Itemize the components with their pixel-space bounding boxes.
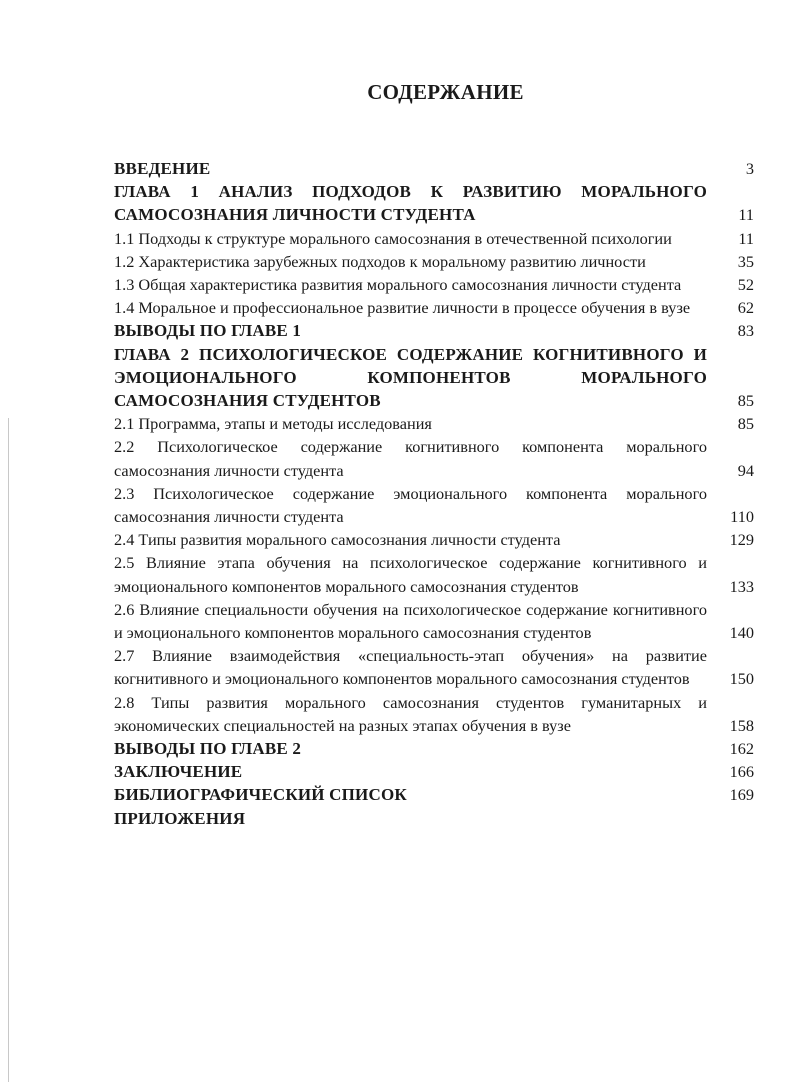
toc-entry-text: 1.1 Подходы к структуре морального самосознания в отечественной психологии [114, 228, 672, 248]
toc-entry-text: 1.4 Моральное и профессиональное развитие личности в процессе обучения в вузе [114, 298, 691, 318]
toc-entry-page: 166 [729, 762, 754, 782]
page-title: СОДЕРЖАНИЕ [367, 80, 524, 104]
toc-entry-text: 2.8 Типы развития морального самосознания студентов гуманитарных и экономических специальностей на разных этапах обучения в вузе [114, 692, 707, 735]
toc-entry-bibliography [114, 783, 754, 806]
toc-entry-conclusion [114, 760, 754, 783]
toc-entry-2-8 [114, 691, 754, 737]
toc-entry-text: 1.2 Характеристика зарубежных подходов к моральному развитию личности [114, 251, 646, 271]
toc-entry-text: ВЫВОДЫ ПО ГЛАВЕ 2 [114, 739, 302, 759]
toc-entry-text: ВЫВОДЫ ПО ГЛАВЕ 1 [114, 321, 302, 341]
toc-entry-page: 169 [729, 785, 754, 805]
toc-entry-2-4 [114, 528, 754, 551]
table-of-contents [114, 157, 754, 830]
toc-entry-chapter-2 [114, 343, 754, 413]
toc-entry-page: 140 [729, 623, 754, 643]
toc-entry-text: 2.4 Типы развития морального самосознания личности студента [114, 530, 561, 550]
toc-entry-page: 11 [738, 228, 754, 248]
toc-entry-page: 3 [745, 159, 754, 178]
toc-entry-text: 2.7 Влияние взаимодействия «специальность-этап обучения» на развитие когнитивного и эмоционального компонентов морального самосознания студентов [114, 646, 707, 689]
toc-entry-text: 2.3 Психологическое содержание эмоционального компонента морального самосознания личности студента [114, 483, 707, 527]
toc-entry-page: 110 [730, 507, 754, 527]
toc-entry-text: 1.3 Общая характеристика развития морального самосознания личности студента [114, 275, 682, 295]
toc-entry-2-1 [114, 412, 754, 435]
toc-entry-page: 133 [729, 576, 754, 596]
toc-entry-page: 162 [729, 739, 754, 759]
toc-entry-text: 2.1 Программа, этапы и методы исследования [114, 414, 432, 434]
toc-entry-1-1 [114, 227, 754, 250]
toc-entry-intro [114, 157, 754, 180]
toc-entry-page: 85 [737, 391, 754, 411]
toc-entry-chapter-1 [114, 180, 754, 226]
toc-entry-text: ЗАКЛЮЧЕНИЕ [114, 762, 243, 782]
toc-entry-text: ПРИЛОЖЕНИЯ [114, 808, 246, 828]
toc-entry-1-4 [114, 296, 754, 319]
toc-entry-text: БИБЛИОГРАФИЧЕСКИЙ СПИСОК [114, 785, 407, 805]
toc-entry-page: 83 [737, 321, 754, 341]
toc-entry-conclusions-1 [114, 319, 754, 342]
toc-entry-2-5 [114, 551, 754, 597]
toc-entry-text: 2.6 Влияние специальности обучения на психологическое содержание когнитивного и эмоционального компонентов морального самосознания студентов [114, 599, 707, 643]
toc-entry-1-2 [114, 250, 754, 273]
toc-entry-2-7 [114, 644, 754, 690]
toc-entry-2-2 [114, 435, 754, 481]
toc-entry-text: 2.2 Психологическое содержание когнитивного компонента морального самосознания личности студента [114, 437, 707, 480]
scan-margin-line [8, 418, 9, 1082]
toc-entry-page: 62 [737, 298, 754, 318]
toc-entry-text: ГЛАВА 2 ПСИХОЛОГИЧЕСКОЕ СОДЕРЖАНИЕ КОГНИТИВНОГО И ЭМОЦИОНАЛЬНОГО КОМПОНЕНТОВ МОРАЛЬНОГО САМОСОЗНАНИЯ СТУДЕНТОВ [114, 344, 707, 411]
toc-entry-2-6 [114, 598, 754, 644]
toc-entry-text: 2.5 Влияние этапа обучения на психологическое содержание когнитивного и эмоционального компонентов морального самосознания студентов [114, 553, 707, 596]
toc-entry-appendices [114, 807, 754, 830]
toc-entry-page: 85 [737, 414, 754, 434]
toc-entry-page: 129 [729, 530, 754, 550]
toc-entry-page: 150 [729, 669, 754, 689]
toc-entry-2-3 [114, 482, 754, 528]
toc-entry-text: ГЛАВА 1 АНАЛИЗ ПОДХОДОВ К РАЗВИТИЮ МОРАЛЬНОГО САМОСОЗНАНИЯ ЛИЧНОСТИ СТУДЕНТА [114, 182, 707, 225]
toc-entry-page: 52 [737, 275, 754, 295]
toc-entry-page: 35 [737, 251, 754, 271]
toc-entry-conclusions-2 [114, 737, 754, 760]
toc-entry-1-3 [114, 273, 754, 296]
toc-entry-page: 11 [738, 205, 754, 225]
toc-entry-text: ВВЕДЕНИЕ [114, 159, 211, 178]
toc-entry-page: 94 [737, 460, 754, 480]
toc-entry-page: 158 [729, 715, 754, 735]
